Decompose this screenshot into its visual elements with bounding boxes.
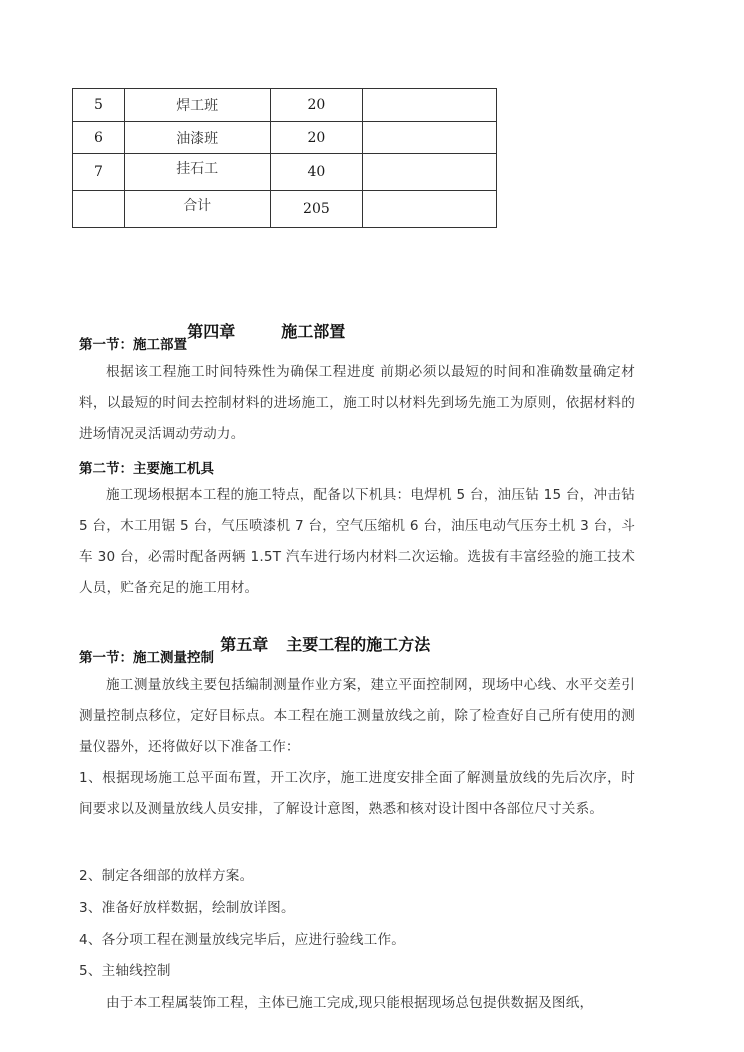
section-body-continued: 由于本工程属装饰工程，主体已施工完成,现只能根据现场总包提供数据及图纸， — [106, 995, 594, 1011]
team-name: 焊工班 — [124, 89, 270, 122]
section-heading: 第一节：施工测量控制 — [79, 650, 214, 666]
table-total-row — [73, 191, 497, 228]
team-name — [124, 154, 270, 191]
team-name: 油漆班 — [124, 122, 270, 154]
team-name-text: 挂石工 — [176, 161, 219, 177]
worker-count: 20 — [270, 122, 363, 154]
list-item: 1、根据现场施工总平面布置，开工次序，施工进度安排全面了解测量放线的先后次序，时间要求以及测量放线人员安排，了解设计意图，熟悉和核对设计图中各部位尺寸关系。 — [79, 770, 635, 817]
row-number: 7 — [73, 154, 125, 191]
table-row — [73, 122, 497, 154]
worker-count: 20 — [270, 89, 363, 122]
note-cell — [363, 122, 497, 154]
chapter-4-heading — [165, 300, 345, 361]
worker-count: 40 — [270, 154, 363, 191]
section-heading: 第二节：主要施工机具 — [79, 461, 214, 477]
list-item: 4、各分项工程在测量放线完毕后，应进行验线工作。 — [79, 932, 406, 948]
row-number: 6 — [73, 122, 125, 154]
table-row — [73, 89, 497, 122]
note-cell — [363, 154, 497, 191]
staff-table — [72, 88, 497, 228]
chapter-4-number: 第四章 — [187, 322, 236, 341]
chapter-5-heading — [198, 613, 430, 674]
section-body: 施工现场根据本工程的施工特点，配备以下机具：电焊机 5 台，油压钻 15 台，冲击钻 5 台，木工用锯 5 台，气压喷漆机 7 台，空气压缩机 6 台，油压电动气压夯土机 3 台，斗车 30 台，必需时配备两辆 1.5T 汽车进行场内材料二次运输。选拔有丰富经验的施工技术人员，贮备充足的施工用材。 — [79, 487, 635, 596]
row-number — [73, 191, 125, 228]
note-cell — [363, 89, 497, 122]
total-label-text: 合计 — [183, 198, 212, 214]
chapter-5-number: 第五章 — [220, 635, 269, 654]
row-number: 5 — [73, 89, 125, 122]
note-cell — [363, 191, 497, 228]
table-row — [73, 154, 497, 191]
list-item: 5、主轴线控制 — [79, 963, 171, 979]
total-label — [124, 191, 270, 228]
section-body: 施工测量放线主要包括编制测量作业方案，建立平面控制网，现场中心线、水平交差引测量控制点移位，定好目标点。本工程在施工测量放线之前，除了检查好自己所有使用的测量仪器外，还将做好以下准备工作： — [79, 677, 635, 755]
total-count: 205 — [270, 191, 363, 228]
section-body: 根据该工程施工时间特殊性为确保工程进度 前期必须以最短的时间和准确数量确定材料，以最短的时间去控制材料的进场施工，施工时以材料先到场先施工为原则，依据材料的进场情况灵活调动劳动力。 — [79, 364, 635, 442]
chapter-5-title: 主要工程的施工方法 — [286, 635, 431, 654]
list-item: 3、准备好放样数据，绘制放详图。 — [79, 900, 295, 916]
list-item: 2、制定各细部的放样方案。 — [79, 868, 254, 884]
section-heading: 第一节：施工部置 — [79, 337, 187, 353]
chapter-4-title: 施工部置 — [281, 322, 346, 341]
